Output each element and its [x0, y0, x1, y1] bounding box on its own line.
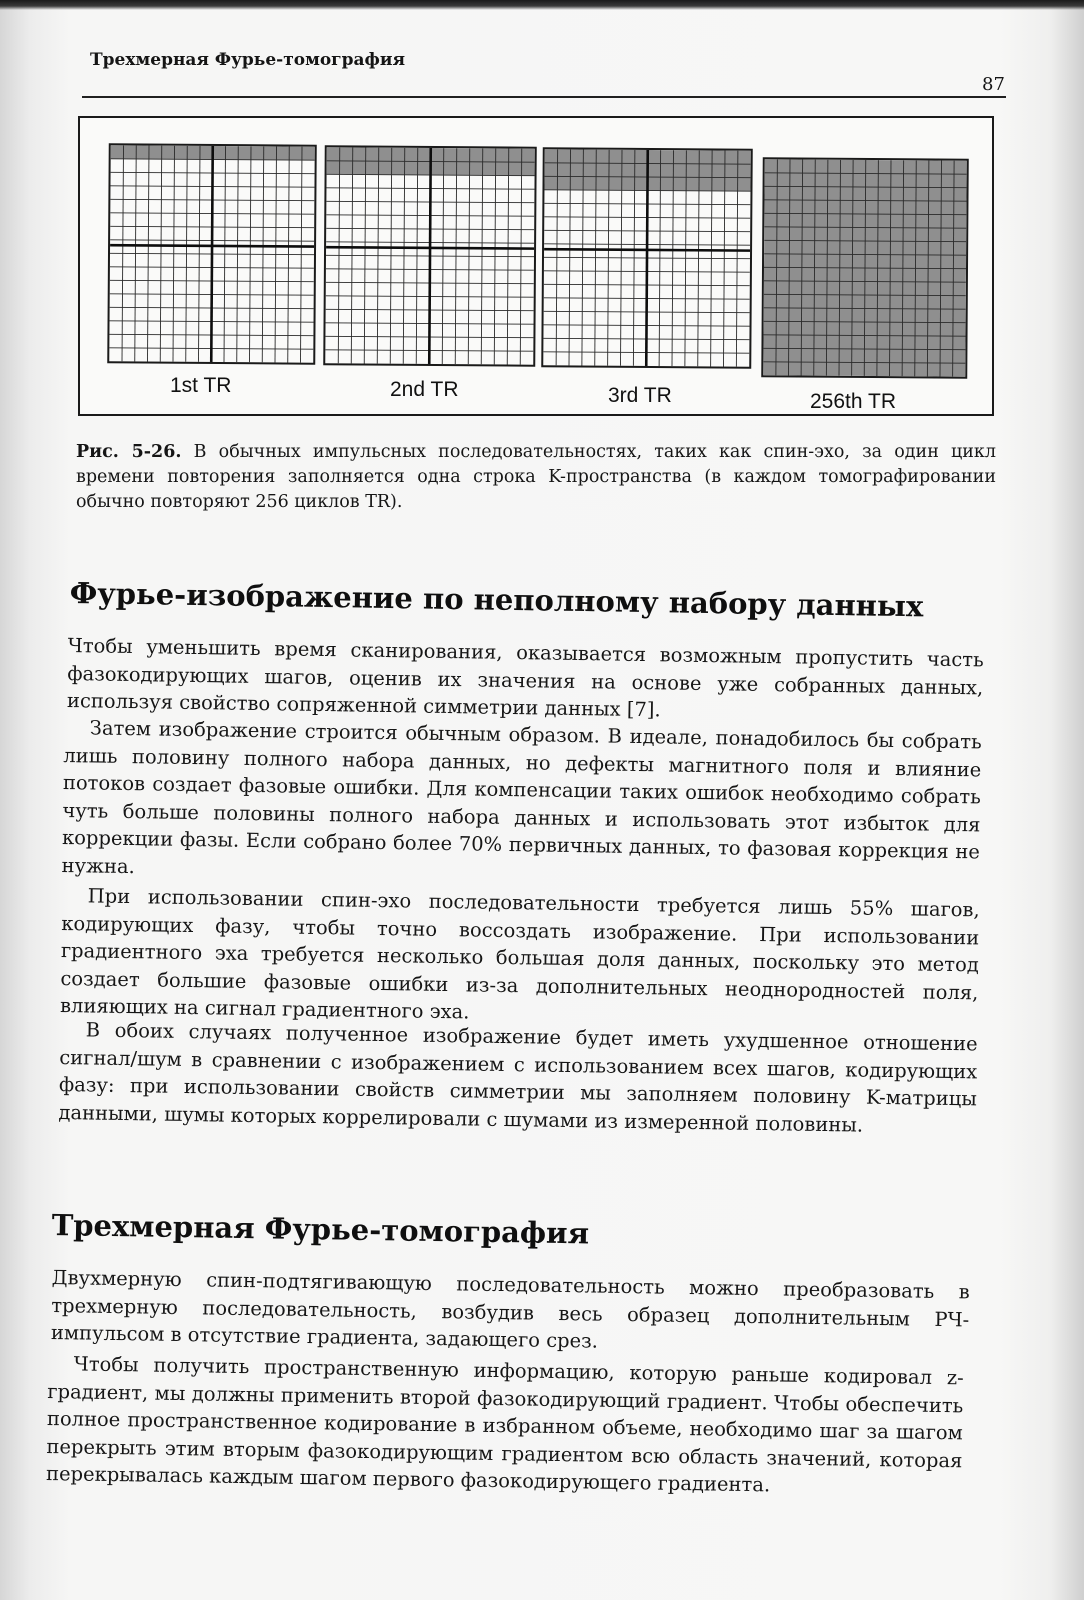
paragraph-1: Чтобы уменьшить время сканирования, оказывается возможным пропустить часть фазокодирующих шагов, оценив их значения на основе уже собранных данных, используя свойство сопряженной симметрии данных [7].	[66, 633, 984, 722]
panel-label-3: 3rd TR	[608, 384, 672, 407]
k-space-grid-2	[323, 145, 537, 366]
caption-text: В обычных импульсных последовательностях, таких как спин-эхо, за один цикл времени повторения заполняется одна строка K-пространства (в каждом томографировании обычно повторяют 256 циклов TR).	[76, 442, 996, 512]
ky-axis	[211, 146, 213, 363]
k-space-grid-1	[107, 143, 317, 364]
section-heading-3d-fourier: Трехмерная Фурье-томография	[51, 1208, 590, 1251]
caption-label: Рис. 5-26.	[76, 442, 182, 462]
page-number: 87	[982, 74, 1005, 95]
section-heading-partial-fourier: Фурье-изображение по неполному набору данных	[69, 576, 924, 624]
paragraph-6: Чтобы получить пространственную информацию, которую раньше кодировал z-градиент, мы должны применить второй фазокодирующий градиент. Чтобы обеспечить полное пространственное кодирование в избранном объеме, необходимо шаг за шагом перекрыть этим вторым фазокодирующим градиентом всю область значений, которая перекрывалась каждым шагом первого фазокодирующего градиента.	[45, 1352, 964, 1497]
paragraph-4: В обоих случаях полученное изображение будет иметь ухудшенное отношение сигнал/шум в сравнении с изображением с использованием всех шагов, кодирующих фазу: при использовании свойств симметрии мы заполняем половину K-матрицы данными, шумы которых коррелировали с шумами из измеренной половины.	[58, 1018, 978, 1137]
ky-axis	[646, 150, 648, 367]
k-space-figure	[78, 116, 994, 416]
figure-caption	[76, 440, 996, 515]
k-space-grid-3	[541, 147, 753, 368]
page-top-edge	[0, 0, 1084, 10]
paragraph-2: Затем изображение строится обычным образом. В идеале, понадобилось бы собрать лишь половину полного набора данных, но дефекты магнитного поля и влияние потоков создает фазовые ошибки. Для компенсации таких ошибок необходимо собрать чуть больше половины полного набора данных и использовать этот избыток для коррекции фазы. Если собрано более 70% первичных данных, то фазовая коррекция не нужна.	[61, 716, 982, 878]
kx-axis	[110, 245, 314, 246]
k-space-grid-4	[761, 157, 969, 378]
grid-svg-4	[763, 159, 967, 376]
kx-axis	[326, 247, 534, 248]
paragraph-3: При использовании спин-эхо последовательности требуется лишь 55% шагов, кодирующих фазу, чтобы точно воссоздать изображение. При использовании градиентного эха требуется несколько большая доля данных, поскольку это метод создает большие фазовые ошибки из-за дополнительных неоднородностей поля, влияющих на сигнал градиентного эха.	[59, 884, 980, 1024]
grid-svg-2	[325, 147, 535, 364]
paragraph-5: Двухмерную спин-подтягивающую последовательность можно преобразовать в трехмерную последовательность, возбудив весь образец дополнительным РЧ-импульсом в отсутствие градиента, задающего срез.	[50, 1265, 970, 1353]
panel-label-1: 1st TR	[170, 374, 232, 397]
panel-label-4: 256th TR	[810, 390, 896, 413]
grid-svg-1	[109, 145, 315, 362]
ky-axis	[429, 148, 431, 365]
grid-svg-3	[543, 149, 751, 366]
running-head: Трехмерная Фурье-томография	[90, 50, 405, 70]
panel-label-2: 2nd TR	[390, 378, 459, 401]
kx-axis	[544, 249, 750, 250]
header-rule	[82, 96, 1006, 98]
